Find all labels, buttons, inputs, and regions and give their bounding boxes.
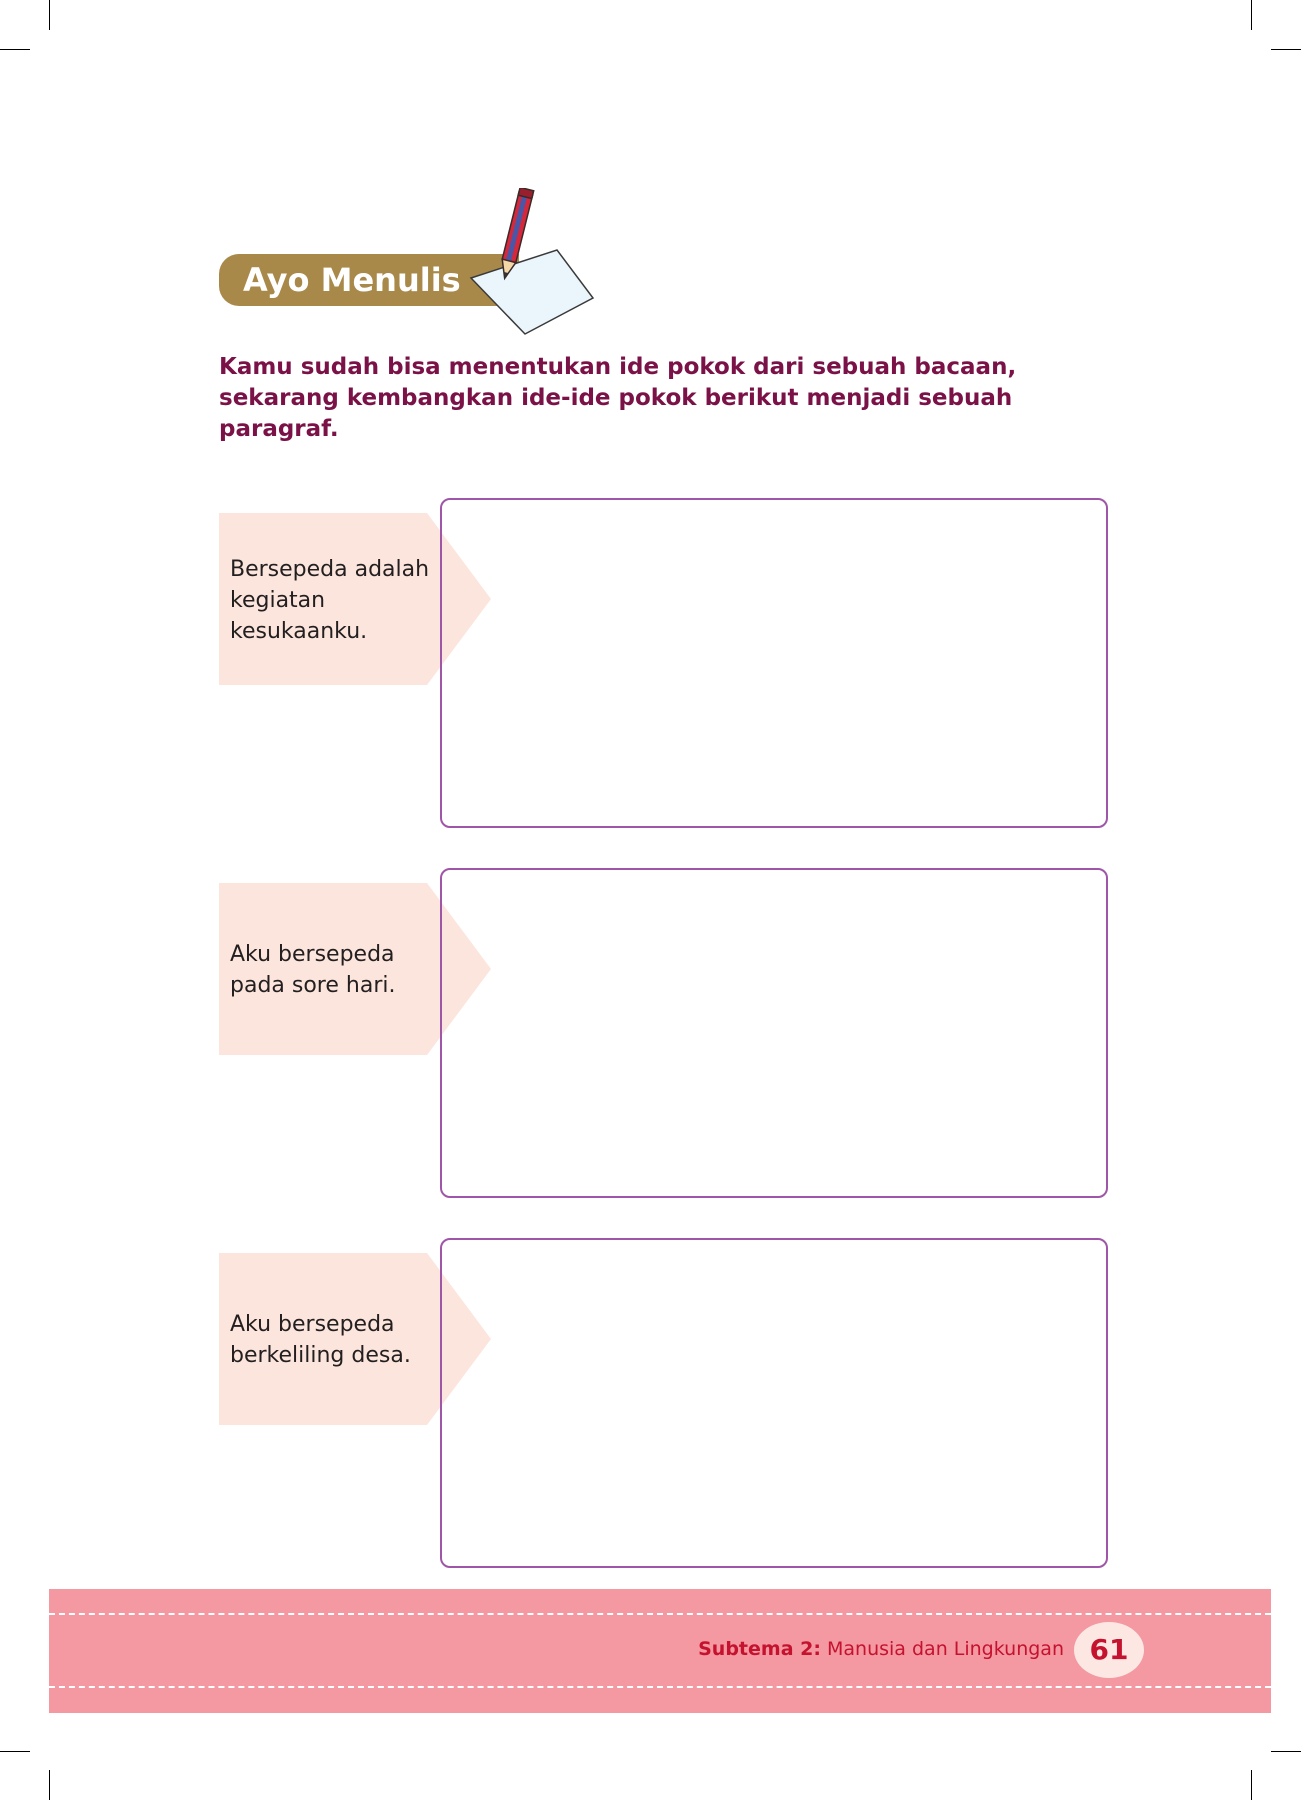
crop-mark — [1271, 1751, 1301, 1752]
crop-mark — [1271, 49, 1301, 50]
page-number: 61 — [1074, 1622, 1144, 1678]
idea-row — [0, 868, 1301, 1208]
idea-row — [0, 1238, 1301, 1578]
footer-dashed-line — [49, 1686, 1271, 1688]
instruction-text: Kamu sudah bisa menentukan ide pokok dari sebuah bacaan, sekarang kembangkan ide-ide pokok berikut menjadi sebuah paragraf. — [219, 354, 1017, 442]
idea-text: Aku bersepeda pada sore hari. — [230, 942, 396, 998]
footer-subtema-title: Manusia dan Lingkungan — [820, 1638, 1064, 1660]
footer-subtema — [698, 1629, 1064, 1669]
answer-box[interactable] — [440, 498, 1108, 828]
crop-mark — [1251, 1770, 1252, 1800]
idea-row — [0, 498, 1301, 838]
idea-text: Bersepeda adalah kegiatan kesukaanku. — [230, 557, 430, 644]
crop-mark — [49, 0, 50, 30]
section-title: Ayo Menulis — [243, 261, 461, 299]
idea-text: Aku bersepeda berkeliling desa. — [230, 1312, 411, 1368]
pencil-writing-on-paper-icon — [465, 188, 605, 338]
answer-box[interactable] — [440, 868, 1108, 1198]
crop-mark — [49, 1770, 50, 1800]
crop-mark — [1251, 0, 1252, 30]
crop-mark — [0, 49, 30, 50]
footer-dashed-line — [49, 1613, 1271, 1615]
crop-mark — [0, 1751, 30, 1752]
footer-band — [49, 1589, 1271, 1713]
answer-box[interactable] — [440, 1238, 1108, 1568]
footer-subtema-label: Subtema 2: — [698, 1638, 821, 1660]
